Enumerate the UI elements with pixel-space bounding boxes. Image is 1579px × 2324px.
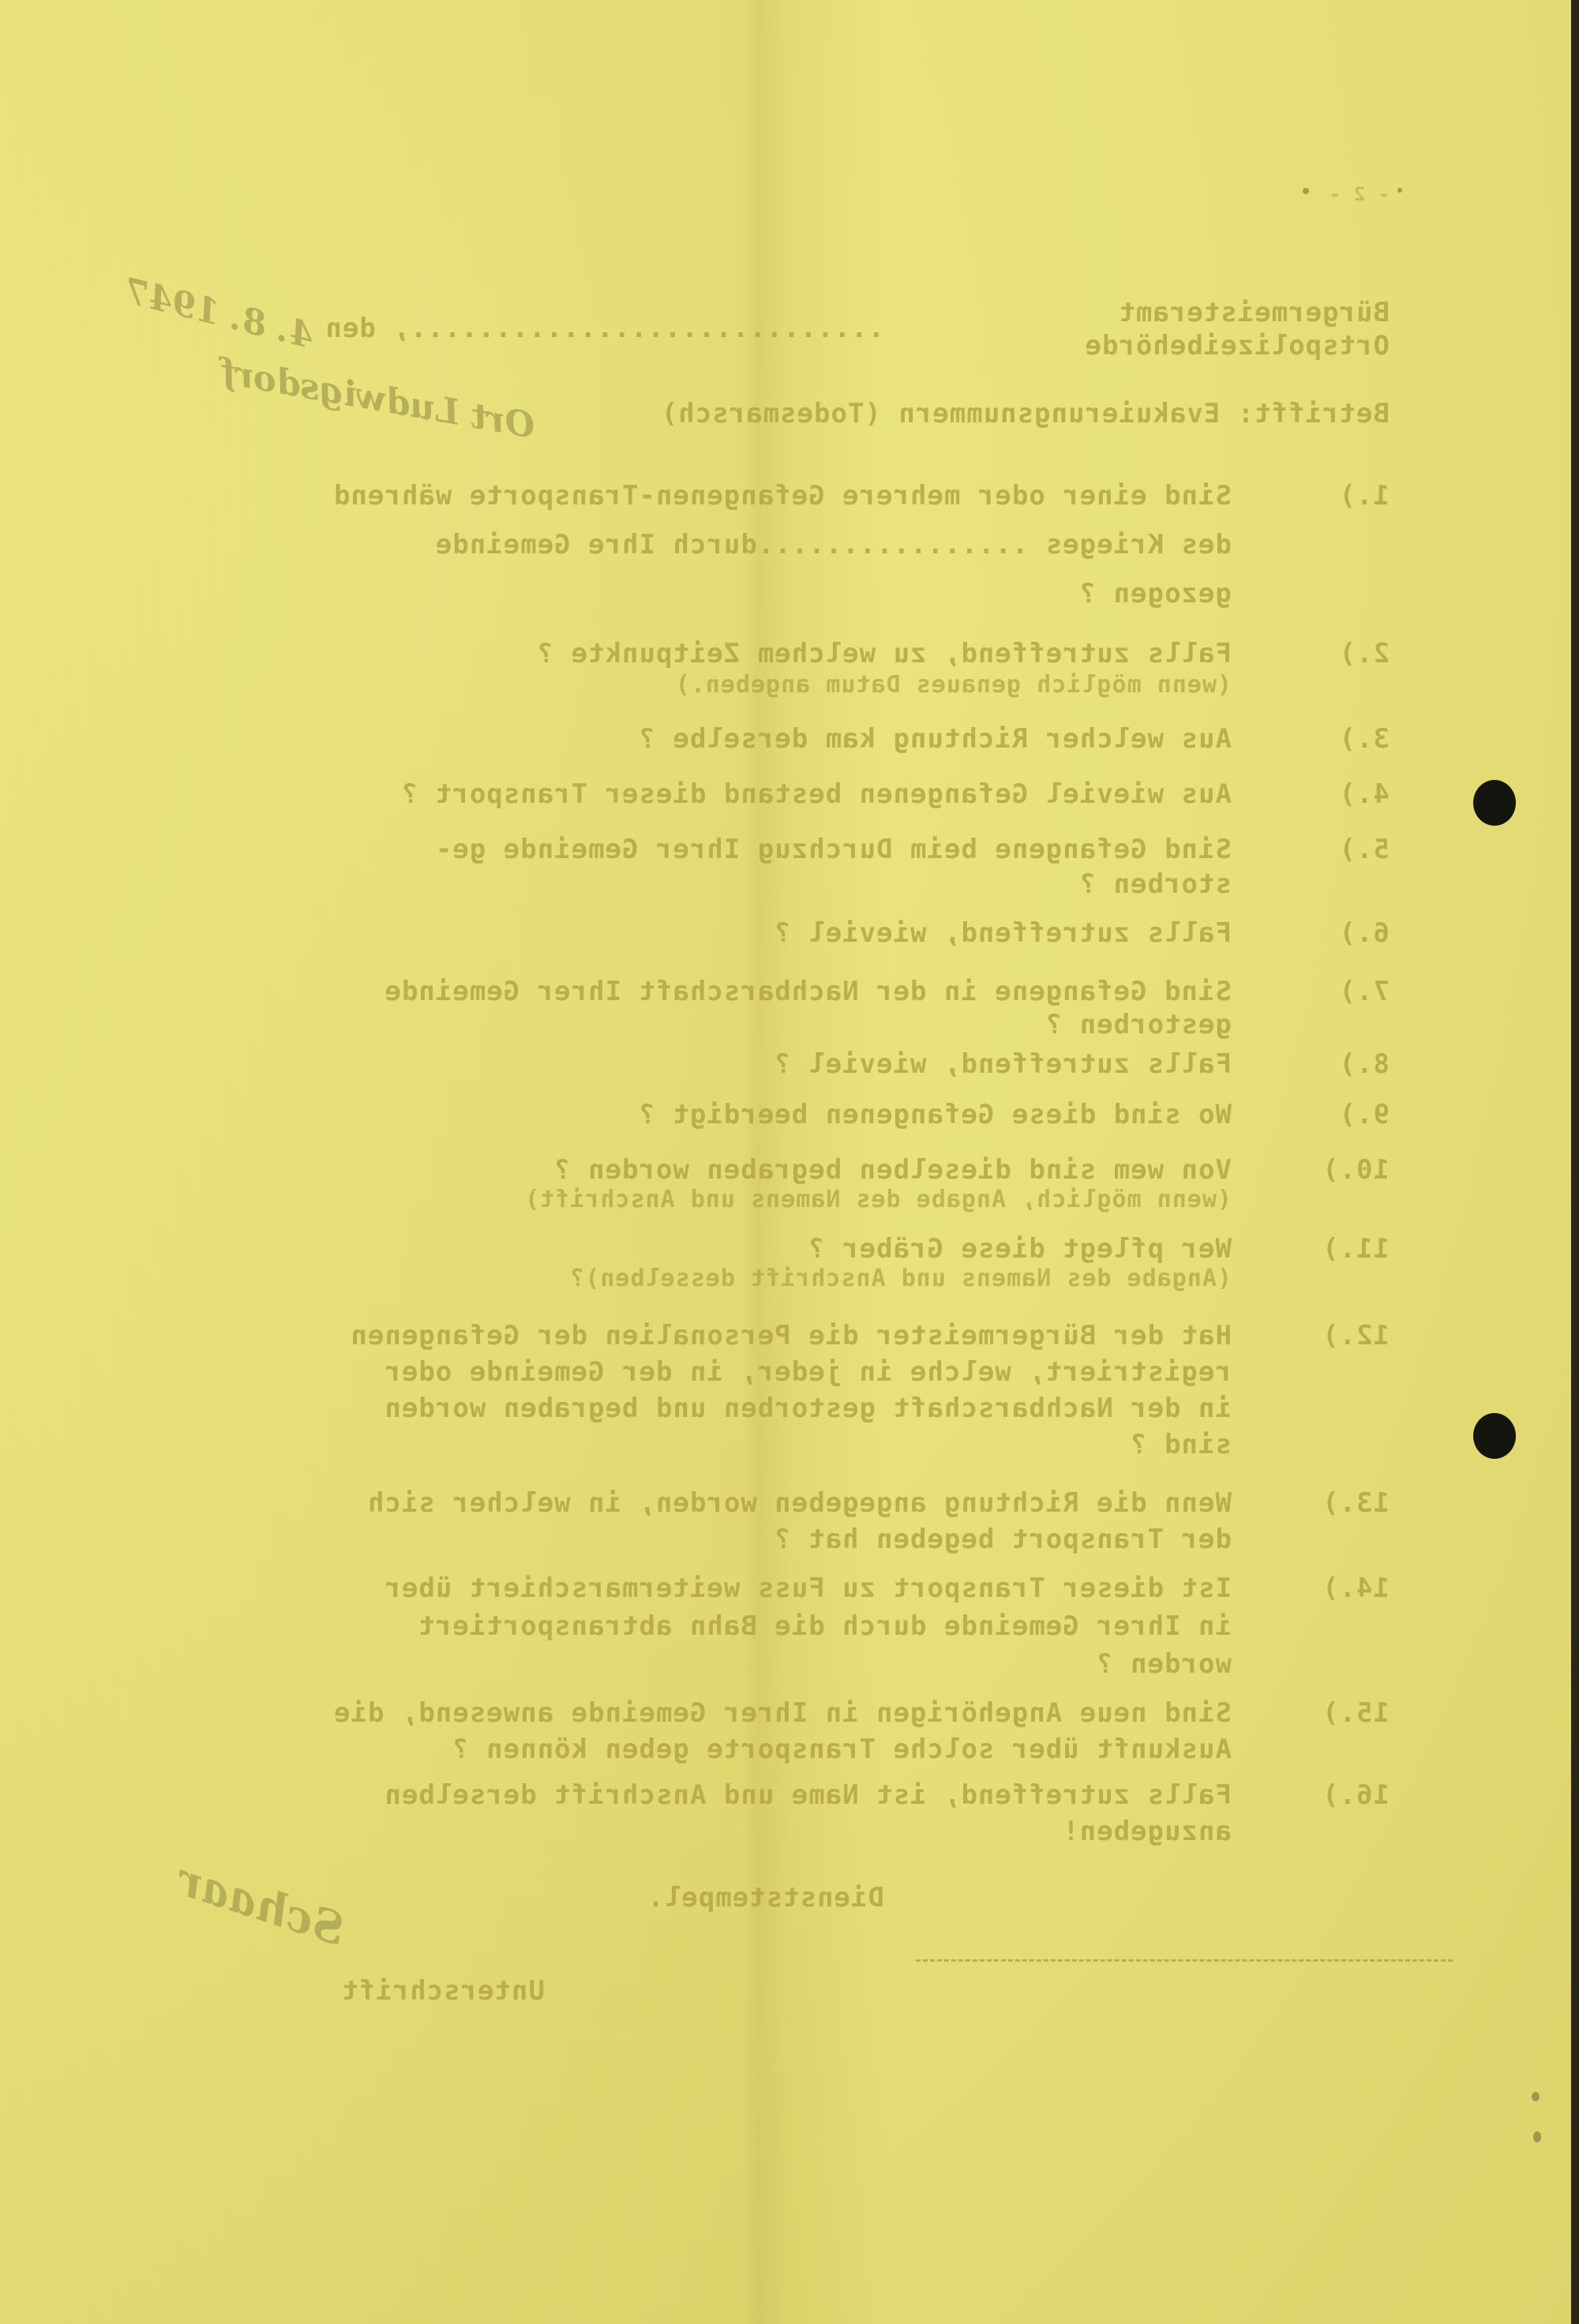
question-text: registriert, welche in jeder, in der Gemeinde oder xyxy=(384,1356,1232,1388)
institution-line-1: Bürgermeisteramt xyxy=(1118,297,1390,328)
question-text: anzugeben! xyxy=(1062,1816,1232,1847)
stamp-label: Dienststempel. xyxy=(647,1882,884,1914)
question-text: gestorben ? xyxy=(1045,1009,1232,1040)
institution-line-2: Ortspolizeibehörde xyxy=(1084,330,1390,362)
question-number: 6.) xyxy=(1338,917,1390,949)
question-text: in Ihrer Gemeinde durch die Bahn abtransportiert xyxy=(418,1610,1232,1642)
question-text: (wenn möglich genaues Datum angeben.) xyxy=(674,671,1232,699)
speck xyxy=(1533,2131,1541,2142)
signature-label: Unterschrift xyxy=(341,1975,545,2007)
page-mark: - 2 - xyxy=(1328,183,1390,205)
question-text: Von wem sind dieselben begraben worden ? xyxy=(553,1154,1232,1186)
signature-underline xyxy=(916,1959,1453,1962)
question-text: storben ? xyxy=(1078,868,1232,900)
question-text: Wo sind diese Gefangenen beerdigt ? xyxy=(638,1099,1232,1130)
question-text: Auskunft über solche Transporte geben können ? xyxy=(452,1734,1232,1765)
question-text: Sind Gefangene in der Nachbarschaft Ihrer Gemeinde xyxy=(384,976,1232,1007)
subject-line: Betrifft: Evakuierungsnummern (Todesmarsch) xyxy=(660,398,1390,429)
question-number: 3.) xyxy=(1338,723,1390,755)
question-text: Wenn die Richtung angegeben worden, in welcher sich xyxy=(367,1487,1232,1519)
question-text: Sind Gefangene beim Durchzug Ihrer Gemeinde ge- xyxy=(434,834,1232,865)
question-text: Falls zutreffend, wieviel ? xyxy=(774,1048,1232,1080)
question-text: Falls zutreffend, ist Name und Anschrift derselben xyxy=(384,1779,1232,1811)
question-text: Falls zutreffend, wieviel ? xyxy=(774,917,1232,949)
question-text: gezogen ? xyxy=(1078,578,1232,609)
question-text: worden ? xyxy=(1096,1648,1232,1680)
question-text: Sind einer oder mehrere Gefangenen-Transporte während xyxy=(333,480,1232,512)
question-number: 10.) xyxy=(1322,1154,1390,1186)
question-number: 9.) xyxy=(1338,1099,1390,1130)
question-text: Aus welcher Richtung kam derselbe ? xyxy=(638,723,1232,755)
date-handwritten: 4. 8. 1947 xyxy=(120,271,318,357)
question-number: 7.) xyxy=(1338,976,1390,1007)
question-text: des Krieges ................durch Ihre Gemeinde xyxy=(434,529,1232,560)
question-text: der Transport begeben hat ? xyxy=(774,1524,1232,1555)
speck xyxy=(1532,2092,1540,2101)
punch-hole xyxy=(1473,780,1516,826)
question-number: 4.) xyxy=(1338,778,1390,810)
question-number: 16.) xyxy=(1322,1779,1390,1811)
question-text: Sind neue Angehörigen in Ihrer Gemeinde anwesend, die xyxy=(333,1697,1232,1729)
question-text: Falls zutreffend, zu welchem Zeitpunkte ? xyxy=(536,638,1232,669)
question-text: in der Nachbarschaft gestorben und begraben worden xyxy=(384,1393,1232,1424)
question-number: 11.) xyxy=(1322,1233,1390,1265)
question-number: 1.) xyxy=(1338,480,1390,512)
question-text: sind ? xyxy=(1130,1429,1232,1460)
question-text: Hat der Bürgermeister die Personalien der Gefangenen xyxy=(350,1320,1232,1351)
question-text: (Angabe des Namens und Anschrift desselben)? xyxy=(569,1265,1232,1292)
question-text: Ist dieser Transport zu Fuss weitermarschiert über xyxy=(384,1572,1232,1604)
place-handwritten: Ort Ludwigsdorf xyxy=(217,351,538,447)
speck xyxy=(1303,188,1309,194)
question-number: 2.) xyxy=(1338,638,1390,669)
speck xyxy=(1397,188,1402,193)
question-number: 8.) xyxy=(1338,1048,1390,1080)
punch-hole xyxy=(1473,1413,1516,1459)
question-number: 15.) xyxy=(1322,1697,1390,1729)
signature-handwritten: Schaar xyxy=(171,1854,351,1956)
question-text: Wer pflegt diese Gräber ? xyxy=(808,1233,1232,1265)
date-line: ............................, den xyxy=(324,313,884,344)
question-number: 12.) xyxy=(1322,1320,1390,1351)
question-number: 14.) xyxy=(1322,1572,1390,1604)
question-text: Aus wieviel Gefangenen bestand dieser Transport ? xyxy=(400,778,1232,810)
question-number: 13.) xyxy=(1322,1487,1390,1519)
question-number: 5.) xyxy=(1338,834,1390,865)
question-text: (wenn möglich, Angabe des Namens und Anschrift) xyxy=(524,1186,1232,1213)
